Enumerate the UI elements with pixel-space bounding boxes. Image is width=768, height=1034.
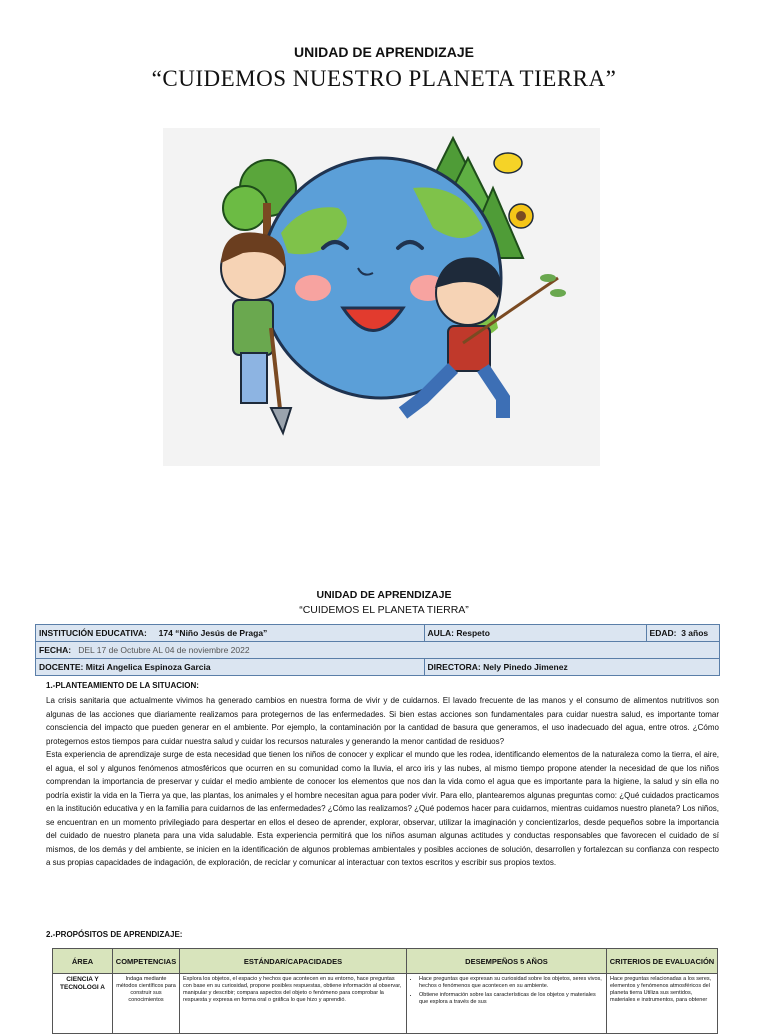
edad-value: 3 años <box>681 628 709 638</box>
cover-subtitle: UNIDAD DE APRENDIZAJE <box>294 44 474 60</box>
cell-criterio: Hace preguntas relacionadas a los seres, elementos y fenómenos atmosféricos del planeta tierra Utiliza sus sentidos, materiales e instrumentos, para obtener <box>607 974 718 1034</box>
cover-title: “CUIDEMOS NUESTRO PLANETA TIERRA” <box>151 66 617 91</box>
docente-value: Mitzi Angelica Espinoza Garcia <box>85 662 211 672</box>
edad-cell <box>646 625 719 642</box>
propositos-table <box>52 948 718 1034</box>
docente-cell <box>36 659 425 676</box>
aula-cell <box>424 625 646 642</box>
desempeno-item: • Obtiene información sobre las características de los objetos y materiales que explora a través de sus <box>419 992 603 1006</box>
cell-area: CIENCIA Y TECNOLOGI A <box>53 974 113 1034</box>
header-competencias: COMPETENCIAS <box>113 949 180 974</box>
propositos-title: 2.-PROPÓSITOS DE APRENDIZAJE: <box>46 930 183 939</box>
directora-label: DIRECTORA: <box>427 662 481 672</box>
aula-value: Respeto <box>456 628 490 638</box>
institucion-value: 174 “Niño Jesús de Praga” <box>158 628 268 638</box>
edad-label: EDAD: <box>649 628 677 638</box>
earth-kids-illustration <box>163 128 600 466</box>
situacion-paragraph-2: Esta experiencia de aprendizaje surge de esta necesidad que tienen los niños de conocer y explicar el mundo que les rodea, identificando elementos de la naturaleza como la tierra, el aire, el agua, el sol y algunos fenómenos atmosféricos que ocurren en su comunidad como la lluvia, el arco iris y las nubes, al mismo tiempo propone atender la necesidad de que los niños comprendan la importancia de preservar y cuidar el medio ambiente de conocer los elementos que nos dan la vida como el agua que es importante para la higiene, la salud y sin ella no podría existir la vida en la Tierra ya que, las plantas, los animales y el hombre necesitan agua para poder vivir. Para ello, plantearemos algunas preguntas como: ¿Qué cuidados practicamos en la institución educativa y en la familia para cuidarnos de las enfermedades? ¿Cómo las realizamos? ¿Qué podemos hacer para cuidarnos, mientras cuidamos nuestro planeta? Los niños, se encuentran en un momento privilegiado para despertar en ellos el deseo de aprender, explorar, observar, utilizar la imaginación y concientizarlos, desde pequeños sobre la importancia del cuidado de nuestro planeta para una vida saludable. Esta experiencia permitirá que los niños asuman algunas actitudes y conductas responsables que favorecen el cuidado de sí mismos, de los demás y del ambiente, se inicien en la identificación de algunos problemas ambientales y posibles acciones de solución, desarrollen y fortalezcan su confianza con respecto a sus propias capacidades de indagación, de exploración, de reciclar y comunicar al interactuar con textos escritos y escribir sus propios textos. <box>46 750 719 867</box>
directora-value: Nely Pinedo Jimenez <box>483 662 568 672</box>
header-estandar: ESTÁNDAR/CAPACIDADES <box>180 949 407 974</box>
desempeno-item: • Hace preguntas que expresan su curiosidad sobre los objetos, seres vivos, hechos o fenómenos que acontecen en su ambiente. <box>419 976 603 990</box>
institucion-label: INSTITUCIÓN EDUCATIVA: <box>39 628 147 638</box>
header-desempenos: DESEMPEÑOS 5 AÑOS <box>407 949 607 974</box>
cell-competencia: Indaga mediante métodos científicos para construir sus conocimientos <box>113 974 180 1034</box>
info-table <box>35 624 720 676</box>
fecha-label: FECHA: <box>39 645 72 655</box>
doc-title: “CUIDEMOS EL PLANETA TIERRA” <box>299 604 469 616</box>
header-area: ÁREA <box>53 949 113 974</box>
doc-subtitle: UNIDAD DE APRENDIZAJE <box>316 589 452 601</box>
situacion-paragraph-1: La crisis sanitaria que actualmente vivimos ha generado cambios en nuestra forma de vivir y de cuidarnos. El lavado frecuente de las manos y el consumo de alimentos nutritivos son algunas de las acciones que diariamente realizamos para protegernos de las enfermedades. Si bien estas acciones son fundamentales para cuidar nuestra salud, es importante tomar consciencia del impacto que pueden generar en el ambiente. Por ejemplo, la contaminación por la cantidad de basura que generamos, el uso inadecuado del agua, entre otros. ¿Cómo protegernos estos tiempos para cuidar nuestra salud y cuidar los recursos naturales y generando la menor cantidad de residuos? <box>46 696 719 746</box>
cell-estandar: Explora los objetos, el espacio y hechos que acontecen en su entorno, hace preguntas con base en su curiosidad, propone posibles respuestas, obtiene información al observar, manipular y describir; compara aspectos del objeto o fenómeno para comprobar la respuesta y expresa en forma oral o gráfica lo que hizo y aprendió. <box>180 974 407 1034</box>
situacion-text <box>46 694 719 870</box>
docente-label: DOCENTE: <box>39 662 84 672</box>
aula-label: AULA: <box>427 628 454 638</box>
fecha-value: DEL 17 de Octubre AL 04 de noviembre 2022 <box>78 645 250 655</box>
cell-desempenos <box>407 974 607 1034</box>
situacion-title: 1.-PLANTEAMIENTO DE LA SITUACION: <box>46 681 199 690</box>
institucion-cell <box>36 625 425 642</box>
fecha-cell <box>36 642 720 659</box>
header-criterios: CRITERIOS DE EVALUACIÓN <box>607 949 718 974</box>
directora-cell <box>424 659 719 676</box>
